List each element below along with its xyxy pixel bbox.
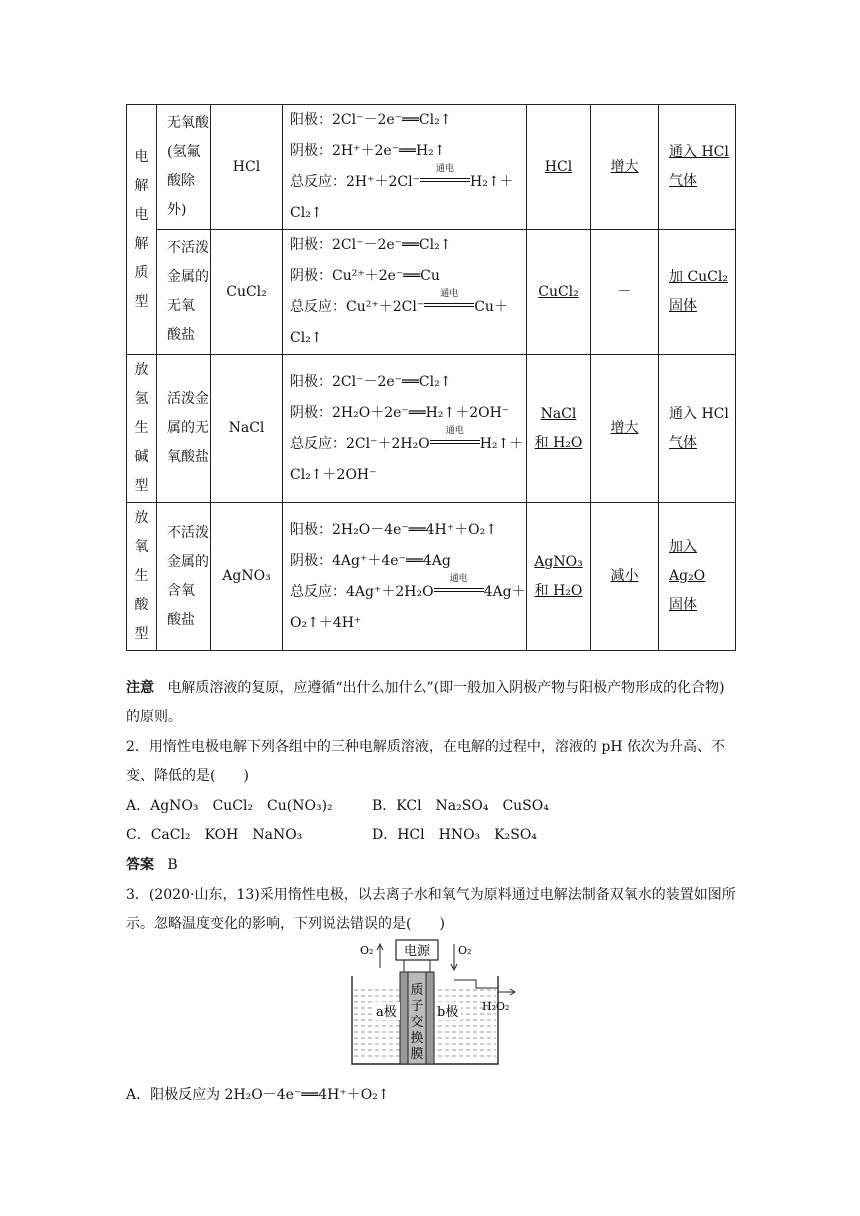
example-cell: HCl xyxy=(211,105,283,230)
note-paragraph xyxy=(126,674,736,732)
q2-option-b: B．KCl Na₂SO₄ CuSO₄ xyxy=(372,798,549,814)
subtype-cell: 无氧酸 (氢氟 酸除 外) xyxy=(157,105,211,230)
electrolyzed-cell: AgNO₃ 和 H₂O xyxy=(527,503,591,651)
q2-option-d: D．HCl HNO₃ K₂SO₄ xyxy=(372,827,537,843)
type-cell-oxygen: 放 氧 生 酸 型 xyxy=(127,503,157,651)
restore-cell: 通入 HCl 气体 xyxy=(659,355,736,503)
restore-cell: 通入 HCl 气体 xyxy=(659,105,736,230)
subtype-cell: 不活泼 金属的 无氧 酸盐 xyxy=(157,230,211,355)
membrane-char: 质 xyxy=(410,983,424,998)
a-electrode-label: a极 xyxy=(376,1005,397,1020)
reaction-cell: 阳极：2H₂O－4e⁻══4H⁺＋O₂↑ 阴极：4Ag⁺＋4e⁻══4Ag 总反应：4Ag⁺＋2H₂O 通电 4Ag＋ O₂↑＋4H⁺ xyxy=(283,503,527,651)
example-cell: CuCl₂ xyxy=(211,230,283,355)
example-cell: AgNO₃ xyxy=(211,503,283,651)
table-row xyxy=(127,355,736,503)
restore-cell: 加入 Ag₂O 固体 xyxy=(659,503,736,651)
electrolysis-condition: 通电 xyxy=(430,430,480,450)
electrolyzed-cell: NaCl 和 H₂O xyxy=(527,355,591,503)
b-electrode-label: b极 xyxy=(437,1005,459,1020)
power-label: 电源 xyxy=(403,944,431,959)
membrane-char: 换 xyxy=(410,1031,424,1046)
electrolysis-table xyxy=(126,104,736,651)
q2-option-c: C．CaCl₂ KOH NaNO₃ xyxy=(126,827,303,843)
a-electrode xyxy=(400,972,408,1064)
electrolyzed-cell: CuCl₂ xyxy=(527,230,591,355)
answer-value: B xyxy=(167,857,178,873)
type-cell-hydrogen: 放 氢 生 碱 型 xyxy=(127,355,157,503)
q2-answer xyxy=(126,851,178,880)
reaction-cell: 阳极：2Cl⁻－2e⁻══Cl₂↑ 阴极：2H⁺＋2e⁻══H₂↑ 总反应：2H⁺＋2Cl⁻ 通电 H₂↑＋ Cl₂↑ xyxy=(283,105,527,230)
answer-label: 答案 xyxy=(126,857,154,873)
table-row xyxy=(127,230,736,355)
o2-right-label: O₂ xyxy=(458,944,472,957)
electrolysis-apparatus-diagram xyxy=(346,938,516,1072)
electrolyzed-cell: HCl xyxy=(527,105,591,230)
table-row xyxy=(127,503,736,651)
membrane-char: 子 xyxy=(410,999,424,1014)
q3-option-a: A．阳极反应为 2H₂O－4e⁻══4H⁺＋O₂↑ xyxy=(126,1087,390,1103)
type-cell-electrolyte: 电 解 电 解 质 型 xyxy=(127,105,157,355)
q2-option-a: A．AgNO₃ CuCl₂ Cu(NO₃)₂ xyxy=(126,798,333,814)
note-label: 注意 xyxy=(126,680,154,696)
membrane-char: 交 xyxy=(410,1015,424,1030)
example-cell: NaCl xyxy=(211,355,283,503)
o2-left-label: O₂ xyxy=(360,944,374,957)
electrolysis-condition: 通电 xyxy=(424,293,474,313)
ph-cell: － xyxy=(591,230,659,355)
ph-cell: 增大 xyxy=(591,355,659,503)
table-row xyxy=(127,105,736,230)
question-3-stem: 3．(2020·山东，13)采用惰性电极，以去离子水和氧气为原料通过电解法制备双氧水的装置如图所示。忽略温度变化的影响，下列说法错误的是( ) xyxy=(126,887,736,932)
question-2-stem: 2．用惰性电极电解下列各组中的三种电解质溶液，在电解的过程中，溶液的 pH 依次为升高、不变、降低的是( ) xyxy=(126,739,725,784)
membrane-char: 膜 xyxy=(410,1047,424,1062)
ph-cell: 减小 xyxy=(591,503,659,651)
subtype-cell: 活泼金 属的无 氧酸盐 xyxy=(157,355,211,503)
reaction-cell: 阳极：2Cl⁻－2e⁻══Cl₂↑ 阴极：2H₂O＋2e⁻══H₂↑＋2OH⁻ 总反应：2Cl⁻＋2H₂O 通电 H₂↑＋ Cl₂↑＋2OH⁻ xyxy=(283,355,527,503)
reaction-cell: 阳极：2Cl⁻－2e⁻══Cl₂↑ 阴极：Cu²⁺＋2e⁻══Cu 总反应：Cu²⁺＋2Cl⁻ 通电 Cu＋ Cl₂↑ xyxy=(283,230,527,355)
b-electrode xyxy=(426,972,434,1064)
electrolysis-condition: 通电 xyxy=(434,578,484,598)
note-text: 电解质溶液的复原，应遵循“出什么加什么”(即一般加入阴极产物与阳极产物形成的化合物)的原则。 xyxy=(126,680,725,725)
h2o2-outlet-label: H₂O₂ xyxy=(482,1000,510,1013)
subtype-cell: 不活泼 金属的 含氧 酸盐 xyxy=(157,503,211,651)
electrolysis-condition: 通电 xyxy=(420,168,470,188)
restore-cell: 加 CuCl₂ 固体 xyxy=(659,230,736,355)
ph-cell: 增大 xyxy=(591,105,659,230)
